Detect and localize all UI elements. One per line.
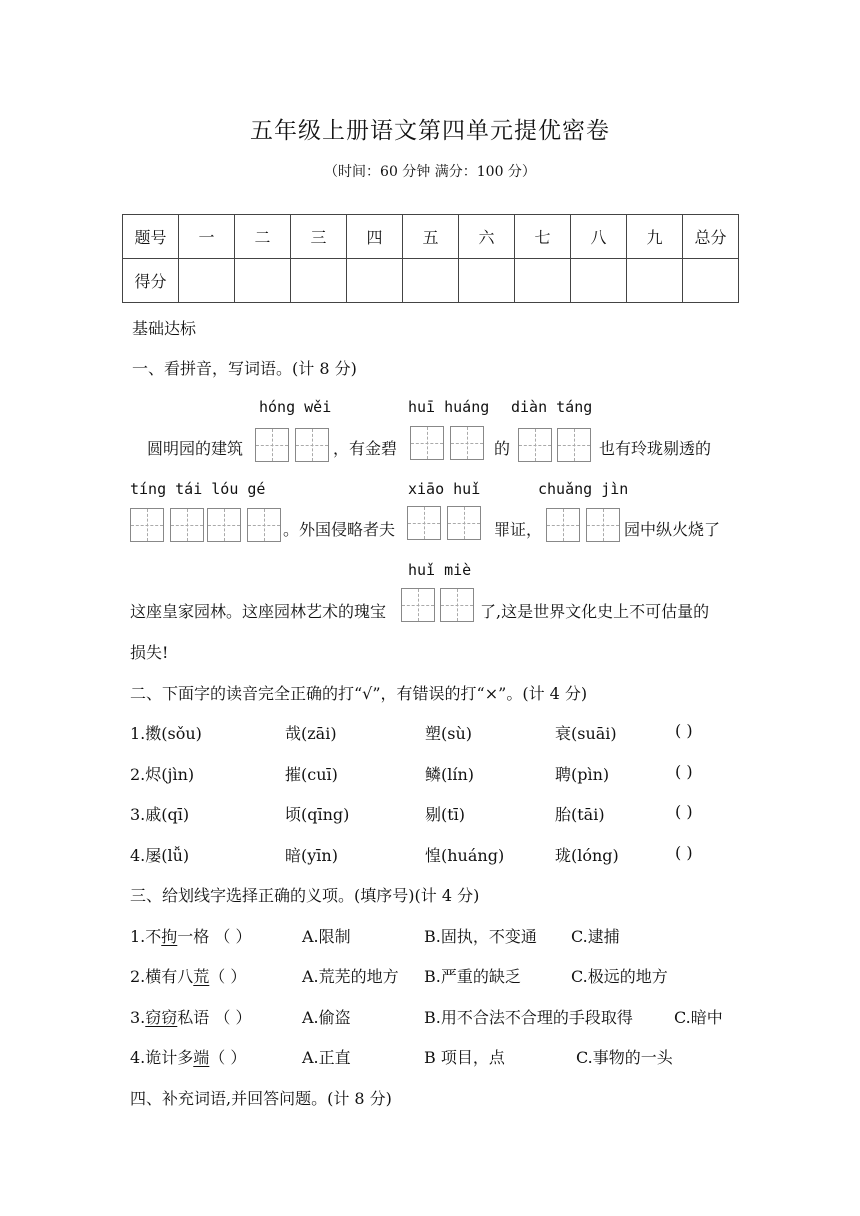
table-cell: 总分 [683,215,739,259]
option-b: B 项目，点 [424,1048,505,1067]
tianzige-box[interactable] [247,508,281,542]
pronunciation-item: 惶(huáng) [425,846,505,865]
table-cell: 六 [459,215,515,259]
section-basic: 基础达标 [132,319,197,338]
pinyin-label: hóng wěi [259,398,332,416]
score-table [122,214,739,303]
tianzige-box[interactable] [401,588,435,622]
tianzige-box[interactable] [518,428,552,462]
passage-text: 了,这是世界文化史上不可估量的 [480,602,710,621]
page-title: 五年级上册语文第四单元提优密卷 [250,118,610,144]
table-cell: 得分 [123,259,179,303]
tianzige-box[interactable] [557,428,591,462]
tianzige-box[interactable] [410,426,444,460]
table-cell: 题号 [123,215,179,259]
pinyin-label: tíng tái lóu gé [130,480,266,498]
tianzige-box[interactable] [450,426,484,460]
answer-bracket[interactable]: 私语 （ ） [177,1008,252,1027]
pronunciation-item: 塑(sù) [425,724,473,743]
option-a: A.偷盗 [302,1008,351,1027]
pronunciation-item: 鳞(lín) [425,765,475,784]
underlined-char: 荒 [193,967,210,986]
option-c: C.极远的地方 [571,967,668,986]
q2-heading: 二、下面字的读音完全正确的打“√”，有错误的打“×”。(计 4 分) [130,684,588,703]
pronunciation-item: 2.烬(jìn) [130,765,195,784]
question-prefix: 4.诡计多 [130,1048,194,1067]
score-input-cell[interactable] [291,259,347,303]
pronunciation-item: 剔(tī) [425,805,466,824]
tianzige-box[interactable] [255,428,289,462]
passage-text: 这座皇家园林。这座园林艺术的瑰宝 [130,602,387,621]
score-input-cell[interactable] [347,259,403,303]
answer-bracket[interactable]: ( ) [675,843,693,862]
passage-text: 圆明园的建筑 [147,439,244,458]
option-a: A.限制 [302,927,351,946]
pronunciation-item: 珑(lóng) [555,846,619,865]
score-input-cell[interactable] [403,259,459,303]
table-cell: 三 [291,215,347,259]
tianzige-box[interactable] [546,508,580,542]
pronunciation-item: 摧(cuī) [285,765,338,784]
option-b: B.用不合法不合理的手段取得 [424,1008,633,1027]
option-a: A.正直 [302,1048,351,1067]
pinyin-label: chuǎng jìn [538,480,629,498]
answer-bracket[interactable]: （ ） [209,967,247,986]
table-cell: 一 [179,215,235,259]
meaning-question [130,964,246,987]
answer-bracket[interactable]: ( ) [675,762,693,781]
pronunciation-item: 4.屡(lǚ) [130,846,190,865]
passage-text: 损失! [130,643,169,662]
pinyin-label: xiāo huǐ [408,480,481,498]
passage-text: ，有金碧 [333,439,398,458]
pronunciation-item: 3.戚(qī) [130,805,190,824]
table-cell: 五 [403,215,459,259]
meaning-question [130,1005,251,1028]
option-c: C.事物的一头 [576,1048,673,1067]
question-prefix: 2.横有八 [130,967,194,986]
table-cell: 二 [235,215,291,259]
pinyin-label: huī huáng [408,398,490,416]
passage-text: 罪证， [494,520,543,539]
passage-text: 。外国侵略者夫 [283,520,396,539]
answer-bracket[interactable]: ( ) [675,802,693,821]
q4-heading: 四、补充词语,并回答问题。(计 8 分) [130,1089,392,1108]
score-input-cell[interactable] [515,259,571,303]
option-c: C.暗中 [674,1008,723,1027]
q3-heading: 三、给划线字选择正确的义项。(填序号)(计 4 分) [130,886,480,905]
table-cell: 八 [571,215,627,259]
tianzige-box[interactable] [407,506,441,540]
pinyin-label: huǐ miè [408,561,472,579]
score-input-cell[interactable] [627,259,683,303]
pinyin-label: diàn táng [511,398,593,416]
score-table-score-row [123,259,739,303]
tianzige-box[interactable] [447,506,481,540]
pronunciation-item: 1.擞(sǒu) [130,724,202,743]
page-subtitle: （时间：60 分钟 满分：100 分） [324,164,536,180]
question-prefix: 3. [130,1008,146,1027]
pronunciation-item: 顷(qīng) [285,805,350,824]
passage-text: 的 [494,439,511,458]
pronunciation-item: 衰(suāi) [555,724,617,743]
option-b: B.固执，不变通 [424,927,537,946]
q1-heading: 一、看拼音，写词语。(计 8 分) [132,359,357,378]
underlined-char: 端 [193,1048,210,1067]
answer-bracket[interactable]: （ ） [209,1048,247,1067]
tianzige-box[interactable] [295,428,329,462]
score-input-cell[interactable] [235,259,291,303]
passage-text: 也有玲珑剔透的 [599,439,712,458]
pronunciation-item: 胎(tāi) [555,805,605,824]
table-cell: 七 [515,215,571,259]
tianzige-box[interactable] [130,508,164,542]
score-input-cell[interactable] [459,259,515,303]
table-cell: 九 [627,215,683,259]
answer-bracket[interactable]: 一格 （ ） [177,927,252,946]
option-b: B.严重的缺乏 [424,967,521,986]
tianzige-box[interactable] [586,508,620,542]
answer-bracket[interactable]: ( ) [675,721,693,740]
score-input-cell[interactable] [571,259,627,303]
tianzige-box[interactable] [207,508,241,542]
meaning-question [130,924,251,947]
score-input-cell[interactable] [683,259,739,303]
pronunciation-item: 聘(pìn) [555,765,610,784]
pronunciation-item: 暗(yīn) [285,846,338,865]
score-input-cell[interactable] [179,259,235,303]
tianzige-box[interactable] [440,588,474,622]
underlined-char: 拘 [161,927,178,946]
tianzige-box[interactable] [170,508,204,542]
question-prefix: 1.不 [130,927,162,946]
meaning-question [130,1045,246,1068]
underlined-char: 窃窃 [145,1008,178,1027]
pronunciation-item: 哉(zāi) [285,724,337,743]
passage-text: 园中纵火烧了 [624,520,721,539]
option-a: A.荒芜的地方 [302,967,399,986]
score-table-header-row [123,215,739,259]
option-c: C.逮捕 [571,927,620,946]
table-cell: 四 [347,215,403,259]
